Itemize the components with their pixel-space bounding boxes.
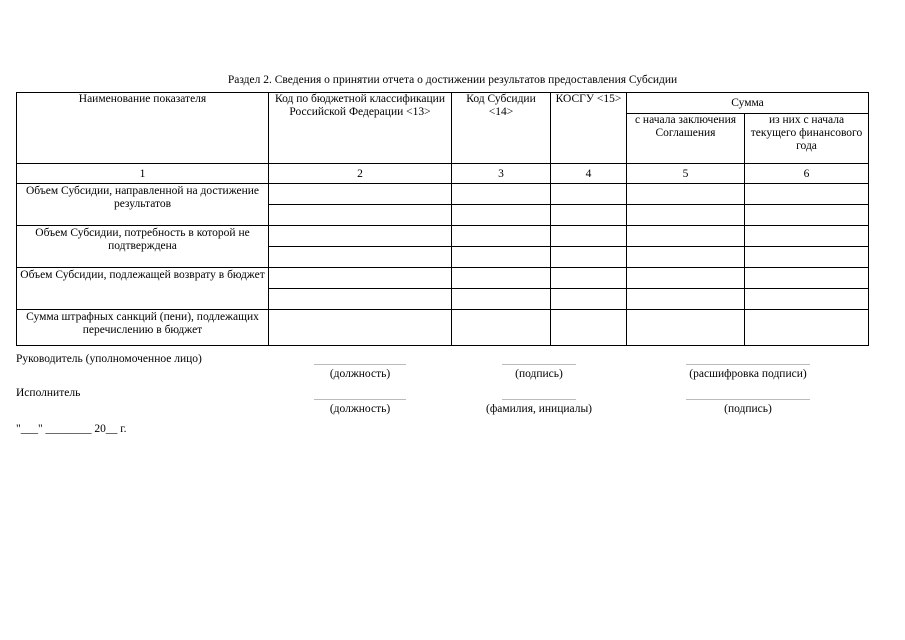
row-label: Объем Субсидии, подлежащей возврату в бюджет (17, 268, 269, 310)
column-number: 5 (627, 164, 745, 184)
head-label: Руководитель (уполномоченное лицо) (16, 353, 202, 365)
executor-signature-caption: (подпись) (724, 403, 772, 415)
table-cell[interactable] (627, 310, 745, 346)
table-cell[interactable] (627, 247, 745, 268)
row-label: Объем Субсидии, направленной на достижение результатов (17, 184, 269, 226)
table-cell[interactable] (745, 184, 869, 205)
executor-name-caption: (фамилия, инициалы) (485, 403, 593, 415)
table-cell[interactable] (269, 247, 452, 268)
table-cell[interactable] (269, 289, 452, 310)
table-cell[interactable] (269, 310, 452, 346)
table-row (17, 226, 869, 247)
table-cell[interactable] (745, 205, 869, 226)
header-indicator-name: Наименование показателя (17, 93, 269, 164)
table-cell[interactable] (551, 226, 627, 247)
table-cell[interactable] (745, 289, 869, 310)
header-kosgu: КОСГУ <15> (551, 93, 627, 164)
table-cell[interactable] (452, 226, 551, 247)
table-cell[interactable] (745, 226, 869, 247)
column-number: 6 (745, 164, 869, 184)
head-signature-line[interactable] (502, 364, 576, 365)
table-cell[interactable] (551, 184, 627, 205)
header-budget-code: Код по бюджетной классификации Российской Федерации <13> (269, 93, 452, 164)
table-cell[interactable] (627, 268, 745, 289)
table-cell[interactable] (627, 289, 745, 310)
table-cell[interactable] (452, 289, 551, 310)
head-decoding-caption: (расшифровка подписи) (689, 368, 807, 380)
table-cell[interactable] (551, 289, 627, 310)
table-row (17, 268, 869, 289)
report-table (16, 92, 869, 346)
table-cell[interactable] (745, 268, 869, 289)
executor-name-line[interactable] (502, 399, 576, 400)
table-cell[interactable] (269, 268, 452, 289)
table-cell[interactable] (269, 184, 452, 205)
table-cell[interactable] (452, 205, 551, 226)
date-line[interactable]: "___" ________ 20__ г. (16, 423, 127, 435)
table-cell[interactable] (551, 205, 627, 226)
table-cell[interactable] (452, 310, 551, 346)
table-cell[interactable] (269, 205, 452, 226)
table-cell[interactable] (269, 226, 452, 247)
table-row (17, 310, 869, 346)
column-number: 2 (269, 164, 452, 184)
section-title: Раздел 2. Сведения о принятии отчета о достижении результатов предоставления Субсидии (227, 74, 678, 86)
column-number: 3 (452, 164, 551, 184)
header-sum-from-start: с начала заключения Соглашения (627, 114, 745, 164)
header-subsidy-code: Код Субсидии <14> (452, 93, 551, 164)
table-cell[interactable] (551, 268, 627, 289)
executor-position-caption: (должность) (329, 403, 391, 415)
row-label: Объем Субсидии, потребность в которой не подтверждена (17, 226, 269, 268)
column-number: 1 (17, 164, 269, 184)
executor-position-line[interactable] (314, 399, 406, 400)
column-number: 4 (551, 164, 627, 184)
table-cell[interactable] (551, 247, 627, 268)
table-cell[interactable] (452, 247, 551, 268)
table-cell[interactable] (452, 268, 551, 289)
table-cell[interactable] (627, 184, 745, 205)
head-decoding-line[interactable] (686, 364, 810, 365)
header-sum-current-year: из них с начала текущего финансового года (745, 114, 869, 164)
header-sum: Сумма (627, 93, 869, 114)
executor-label: Исполнитель (16, 387, 81, 399)
table-cell[interactable] (627, 226, 745, 247)
table-cell[interactable] (627, 205, 745, 226)
table-cell[interactable] (452, 184, 551, 205)
row-label: Сумма штрафных санкций (пени), подлежащих перечислению в бюджет (17, 310, 269, 346)
head-position-line[interactable] (314, 364, 406, 365)
table-row (17, 184, 869, 205)
table-cell[interactable] (745, 310, 869, 346)
executor-signature-line[interactable] (686, 399, 810, 400)
table-cell[interactable] (551, 310, 627, 346)
head-signature-caption: (подпись) (515, 368, 563, 380)
table-cell[interactable] (745, 247, 869, 268)
head-position-caption: (должность) (329, 368, 391, 380)
